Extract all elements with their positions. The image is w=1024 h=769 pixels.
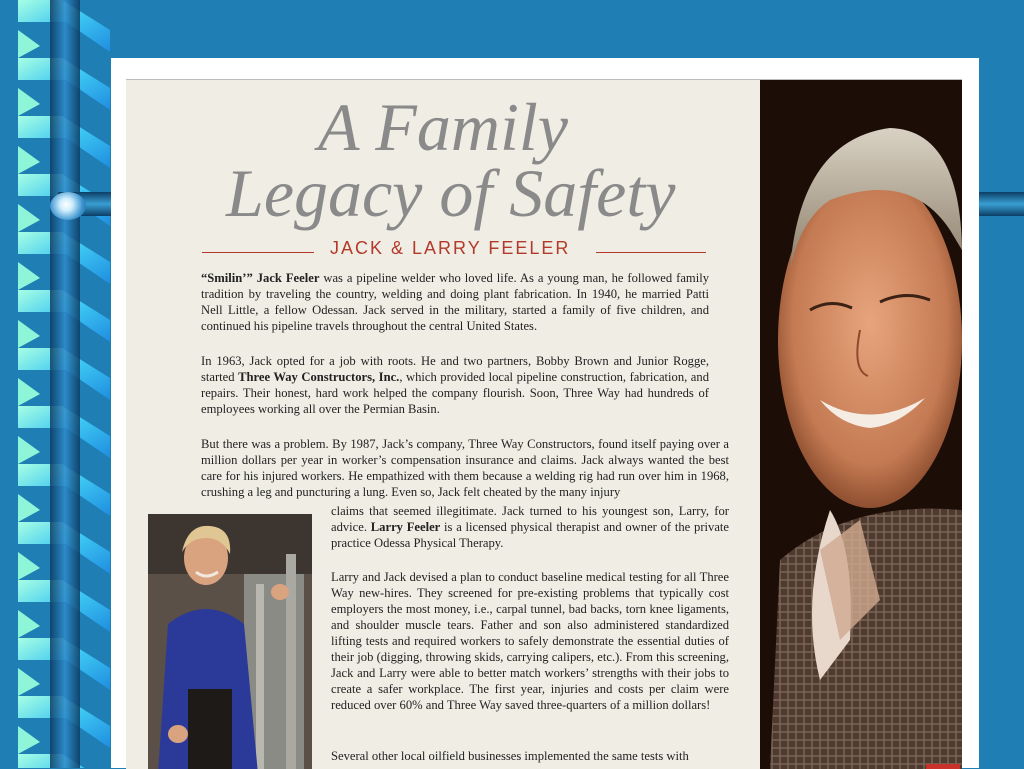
title-line-2: Legacy of Safety [226,155,676,231]
paragraph-3-text: But there was a problem. By 1987, Jack’s company, Three Way Constructors, found itself paying over a million dollars per year in worker’s compensation insurance and claims. Jack always wanted the best care for his injured workers. He empathized with them because a welding rig had run over him in 1968, crushing a leg and puncturing a lung. Even so, Jack felt cheated by the many injury [201,437,729,499]
portrait-illustration [760,80,962,769]
decorative-ribbon [0,0,112,768]
paragraph-4-text-a: claims that seemed illegitimate. Jack turned to his youngest son, Larry, for advice. [331,504,729,534]
paragraph-2-text-b: , which provided local pipeline construction, fabrication, and repairs. Their honest, hard work helped the company flourish. Soon, Three Way had hundreds of employees working all over the Permian Basin. [201,370,709,416]
bar-knob [50,192,86,220]
paragraph-5 [331,569,729,713]
larry-feeler-photo [148,514,312,769]
paragraph-3 [201,436,729,500]
page-corner-mark [926,764,960,769]
paragraph-1 [201,270,709,334]
subtitle-rule-left [202,252,314,253]
article-subtitle: JACK & LARRY FEELER [330,238,571,258]
paragraph-2-text-a: In 1963, Jack opted for a job with roots. He and two partners, Bobby Brown and Junior Rogge, started [201,354,709,384]
paragraph-2 [201,353,709,417]
title-line-1: A Family [318,89,568,165]
paragraph-4-text-b: is a licensed physical therapist and owner of the private practice Odessa Physical Therapy. [331,520,729,550]
paragraph-6-text: Several other local oilfield businesses implemented the same tests with [331,749,689,763]
jack-feeler-portrait [760,80,962,769]
ribbon-graphic [0,0,112,768]
photo-illustration [148,514,312,769]
paragraph-5-text: Larry and Jack devised a plan to conduct baseline medical testing for all Three Way new-hires. They screened for pre-existing problems that typically cost employers the most money, i.e., carpal tunnel, bad backs, torn knee ligaments, and shoulder muscle tears. Father and son also administered standardized lifting tests and required workers to safely demonstrate the essential duties of their job (digging, throwing skids, carrying calipers, etc.). From this screening, Jack and Larry were able to better match workers’ strengths with their jobs to create a safer workplace. The first year, injuries and costs per claim were reduced over 60% and Three Way saved three-quarters of a million dollars! [331,570,729,712]
paragraph-4 [331,503,729,551]
magazine-page [126,79,962,769]
paragraph-1-text: was a pipeline welder who loved life. As a young man, he followed family tradition by traveling the country, welding and doing plant fabrication. In 1940, he married Patti Nell Little, a fellow Odessan. Jack served in the military, started a family of five children, and continued his pipeline travels throughout the central United States. [201,271,709,333]
larry-feeler-name: Larry Feeler [370,520,441,534]
company-name: Three Way Constructors, Inc. [238,370,400,384]
jack-feeler-name: “Smilin’” Jack Feeler [201,271,320,285]
subtitle-rule-right [596,252,706,253]
paragraph-6 [331,748,729,764]
